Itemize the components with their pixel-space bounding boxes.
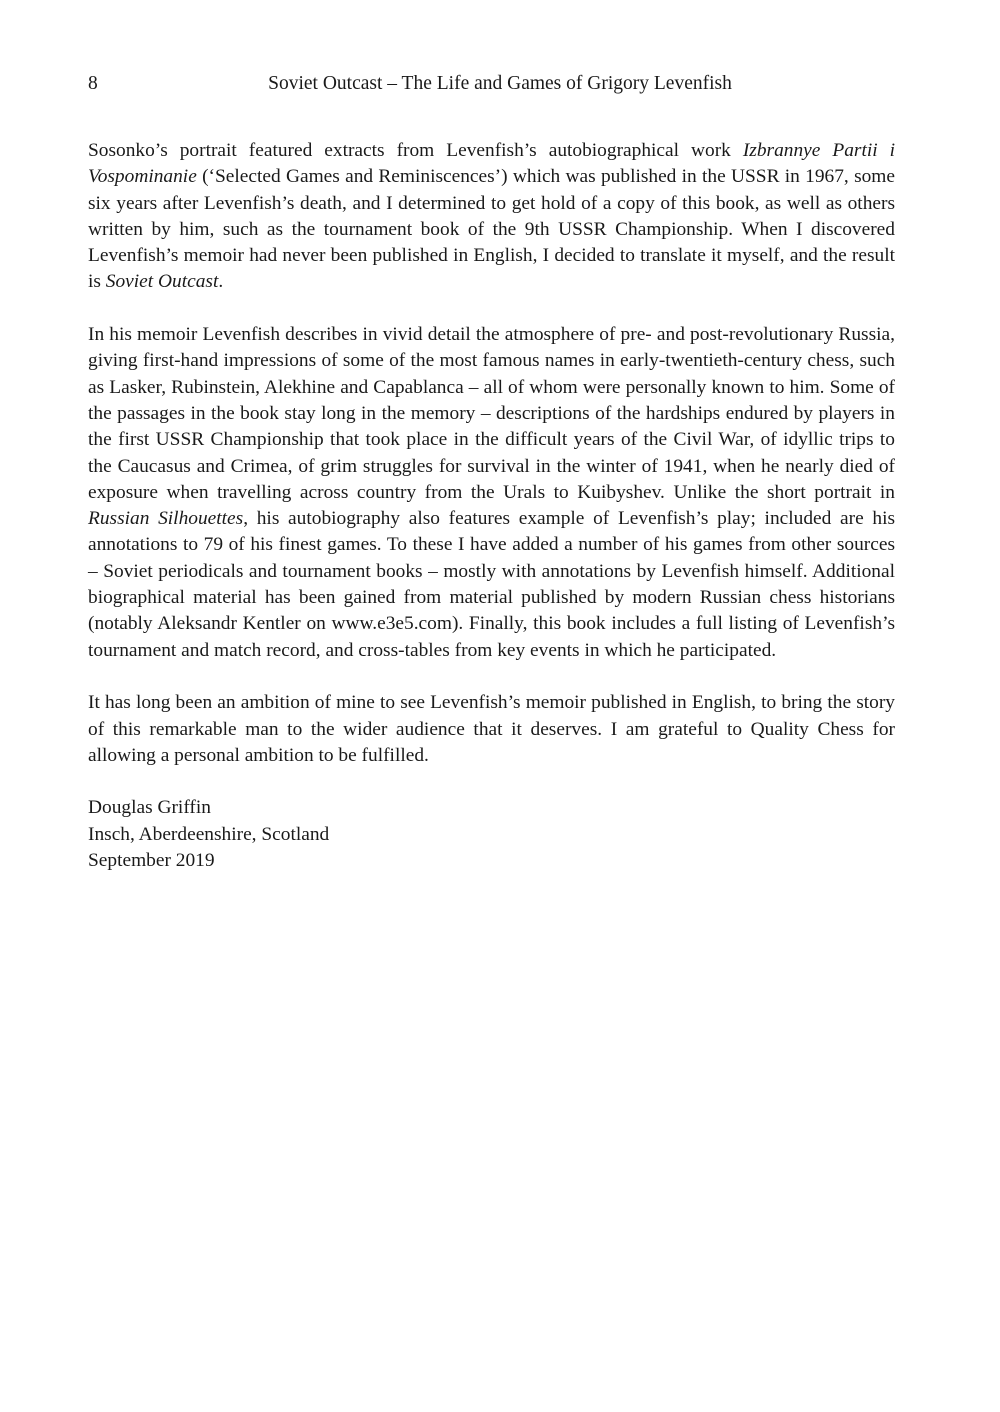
paragraph-1-italic-title-2: Soviet Outcast	[105, 271, 219, 293]
paragraph-1-text-1: Sosonko’s portrait featured extracts from Levenfish’s autobiographical work	[88, 140, 743, 161]
paragraph-3-text: It has long been an ambition of mine to see Levenfish’s memoir published in English, to bring the story of this remarkable man to the wider audience that it deserves. I am grateful to Quality Chess for allowing a personal ambition to be fulfilled.	[88, 692, 895, 766]
paragraph-3	[88, 690, 895, 769]
paragraph-2-text-1: In his memoir Levenfish describes in vivid detail the atmosphere of pre- and post-revolutionary Russia, giving first-hand impressions of some of the most famous names in early-twentieth-century chess, such as Lasker, Rubinstein, Alekhine and Capablanca – all of whom were personally known to him. Some of the passages in the book stay long in the memory – descriptions of the hardships endured by players in the first USSR Championship that took place in the difficult years of the Civil War, of idyllic trips to the Caucasus and Crimea, of grim struggles for survival in the winter of 1941, when he nearly died of exposure when travelling across country from the Urals to Kuibyshev. Unlike the short portrait in	[88, 324, 895, 503]
paragraph-2-italic-title: Russian Silhouettes	[88, 508, 244, 530]
page-number: 8	[88, 73, 98, 94]
author-location: Insch, Aberdeenshire, Scotland	[88, 823, 330, 845]
signature-date: September 2019	[88, 850, 215, 872]
book-title: Soviet Outcast – The Life and Games of Grigory Levenfish	[268, 73, 732, 94]
signature-block	[88, 795, 895, 874]
body-text	[88, 138, 895, 874]
running-head	[88, 70, 912, 98]
paragraph-1-text-2: (‘Selected Games and Reminiscences’) which was published in the USSR in 1967, some six years after Levenfish’s death, and I determined to get hold of a copy of this book, as well as others written by him, such as the tournament book of the 9th USSR Championship. When I discovered Levenfish’s memoir had never been published in English, I decided to translate it myself, and the result is	[88, 166, 895, 293]
paragraph-1-italic-title-1: Izbrannye Partii i Vospominanie	[88, 140, 895, 188]
paragraph-2	[88, 322, 895, 664]
paragraph-2-text-2: , his autobiography also features example of Levenfish’s play; included are his annotations to 79 of his finest games. To these I have added a number of his games from other sources – Soviet periodicals and tournament books – mostly with annotations by Levenfish himself. Additional biographical material has been gained from material published by modern Russian chess historians (notably Aleksandr Kentler on www.e3e5.com). Finally, this book includes a full listing of Levenfish’s tournament and match record, and cross-tables from key events in which he participated.	[88, 508, 896, 661]
paragraph-1	[88, 138, 895, 296]
paragraph-1-text-3: .	[218, 271, 224, 293]
author-name: Douglas Griffin	[88, 797, 211, 819]
